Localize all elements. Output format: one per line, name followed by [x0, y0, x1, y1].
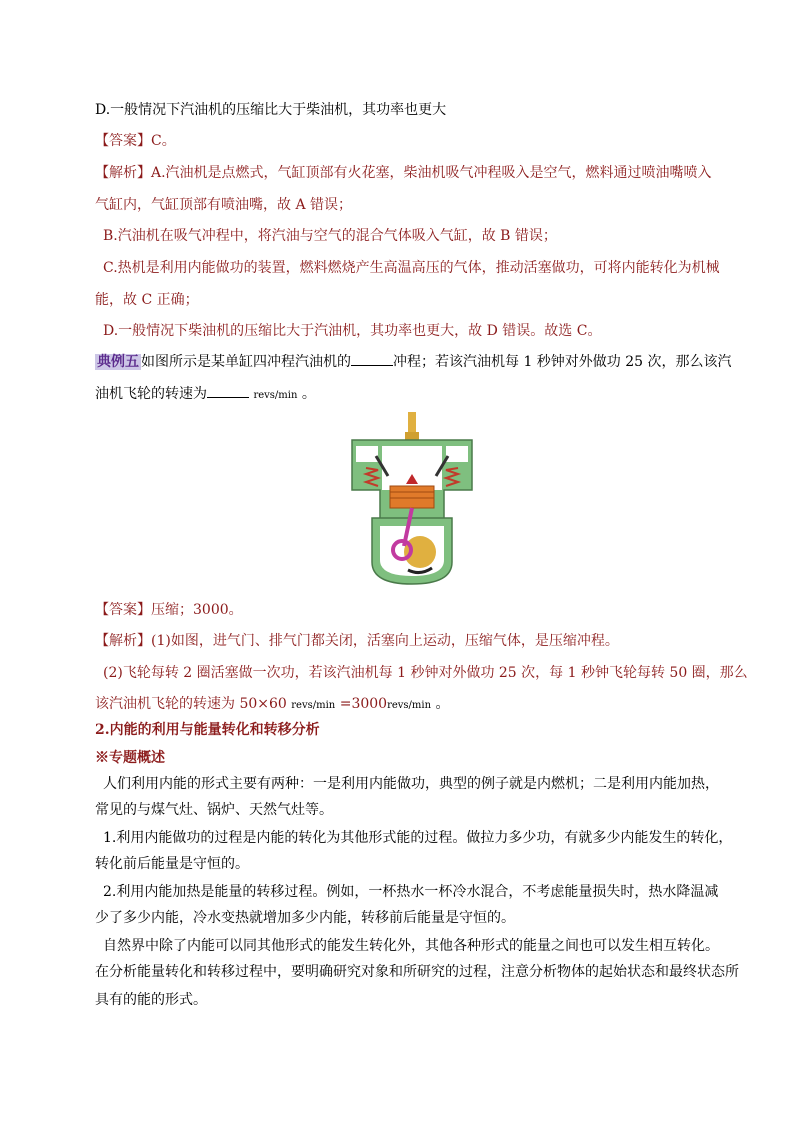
- answer-value: C。: [151, 133, 176, 149]
- calc-end: 。: [435, 696, 450, 712]
- explanation-2-p1-text: (1)如图，进气门、排气门都关闭，活塞向上运动，压缩气体，是压缩冲程。: [151, 633, 619, 649]
- explanation-2-p2b: 该汽油机飞轮的转速为: [95, 696, 235, 712]
- explanation-a-line1: A.汽油机是点燃式，气缸顶部有火花塞，柴油机吸气冲程吸入是空气，燃料通过喷油嘴喷入: [151, 165, 712, 181]
- para-2-line2: 转化前后能量是守恒的。: [95, 856, 249, 872]
- explanation-b: B.汽油机在吸气冲程中，将汽油与空气的混合气体吸入气缸，故 B 错误；: [103, 228, 557, 244]
- explanation-2-p1: [95, 631, 619, 651]
- example-text-2a: 油机飞轮的转速为: [95, 386, 207, 402]
- example-text-1b: 冲程；若该汽油机每 1 秒钟对外做功 25 次，那么该汽: [393, 354, 732, 370]
- explanation-label-2: 【解析】: [95, 633, 151, 649]
- example-5-line1: [95, 352, 732, 372]
- calc-unit-2: revs/min: [387, 700, 432, 711]
- calc-value-1: 50: [239, 696, 258, 712]
- spark-plug-icon: [408, 412, 416, 432]
- explanation-c-line1: C.热机是利用内能做功的装置，燃料燃烧产生高温高压的气体，推动活塞做功，可将内能转化为机械: [103, 260, 720, 276]
- example-tag: 典例五: [97, 354, 139, 370]
- calc-value-2: ×60: [257, 696, 287, 712]
- explanation-c-line2: 能，故 C 正确；: [95, 292, 199, 308]
- answer-blank-2: [207, 385, 249, 398]
- explanation-d: D.一般情况下柴油机的压缩比大于汽油机，其功率也更大，故 D 错误。故选 C。: [103, 323, 602, 339]
- calc-value-3: =3000: [339, 696, 388, 712]
- para-3-line1: 2.利用内能加热是能量的转移过程。例如，一杯热水一杯冷水混合，不考虑能量损失时，热水降温减: [103, 884, 719, 900]
- unit-label: revs/min: [253, 390, 298, 401]
- explanation-2-p2-line1: (2)飞轮每转 2 圈活塞做一次功，若该汽油机每 1 秒钟对外做功 25 次，每 1 秒钟飞轮每转 50 圈，那么: [103, 665, 748, 681]
- answer-2: [95, 600, 243, 620]
- piston: [390, 486, 434, 508]
- para-4-line2: 在分析能量转化和转移过程中，要明确研究对象和所研究的过程，注意分析物体的起始状态和最终状态所: [95, 964, 739, 980]
- para-4-line3: 具有的能的形式。: [95, 992, 207, 1008]
- section-overview-heading: ※专题概述: [95, 750, 165, 766]
- answer-label: 【答案】: [95, 133, 151, 149]
- answer-value-2: 压缩；3000。: [151, 602, 243, 618]
- para-1-line1: 人们利用内能的形式主要有两种：一是利用内能做功，典型的例子就是内燃机；二是利用内能加热，: [103, 776, 719, 792]
- para-3-line2: 少了多少内能，冷水变热就增加多少内能，转移前后能量是守恒的。: [95, 910, 515, 926]
- explanation-2-p2-line2: [95, 694, 450, 716]
- section-2-heading: 2.内能的利用与能量转化和转移分析: [95, 722, 320, 738]
- answer-label-2: 【答案】: [95, 602, 151, 618]
- explanation-a-line2: 气缸内，气缸顶部有喷油嘴，故 A 错误；: [95, 197, 353, 213]
- calc-unit-1: revs/min: [291, 700, 336, 711]
- example-text-2b: 。: [301, 386, 316, 402]
- example-5-line2: [95, 384, 316, 406]
- explanation-label: 【解析】: [95, 165, 151, 181]
- para-2-line1: 1.利用内能做功的过程是内能的转化为其他形式能的过程。做拉力多少功，有就多少内能发生的转化，: [103, 830, 733, 846]
- answer-1: [95, 131, 176, 151]
- engine-diagram: [348, 412, 476, 588]
- example-text-1a: 如图所示是某单缸四冲程汽油机的: [141, 354, 351, 370]
- answer-blank-1: [351, 353, 393, 366]
- explanation-1-a1: [95, 163, 712, 183]
- para-1-line2: 常见的与煤气灶、锅炉、天然气灶等。: [95, 802, 333, 818]
- para-4-line1: 自然界中除了内能可以同其他形式的能发生转化外，其他各种形式的能量之间也可以发生相互转化。: [103, 938, 719, 954]
- question-option-d: D.一般情况下汽油机的压缩比大于柴油机，其功率也更大: [95, 102, 447, 118]
